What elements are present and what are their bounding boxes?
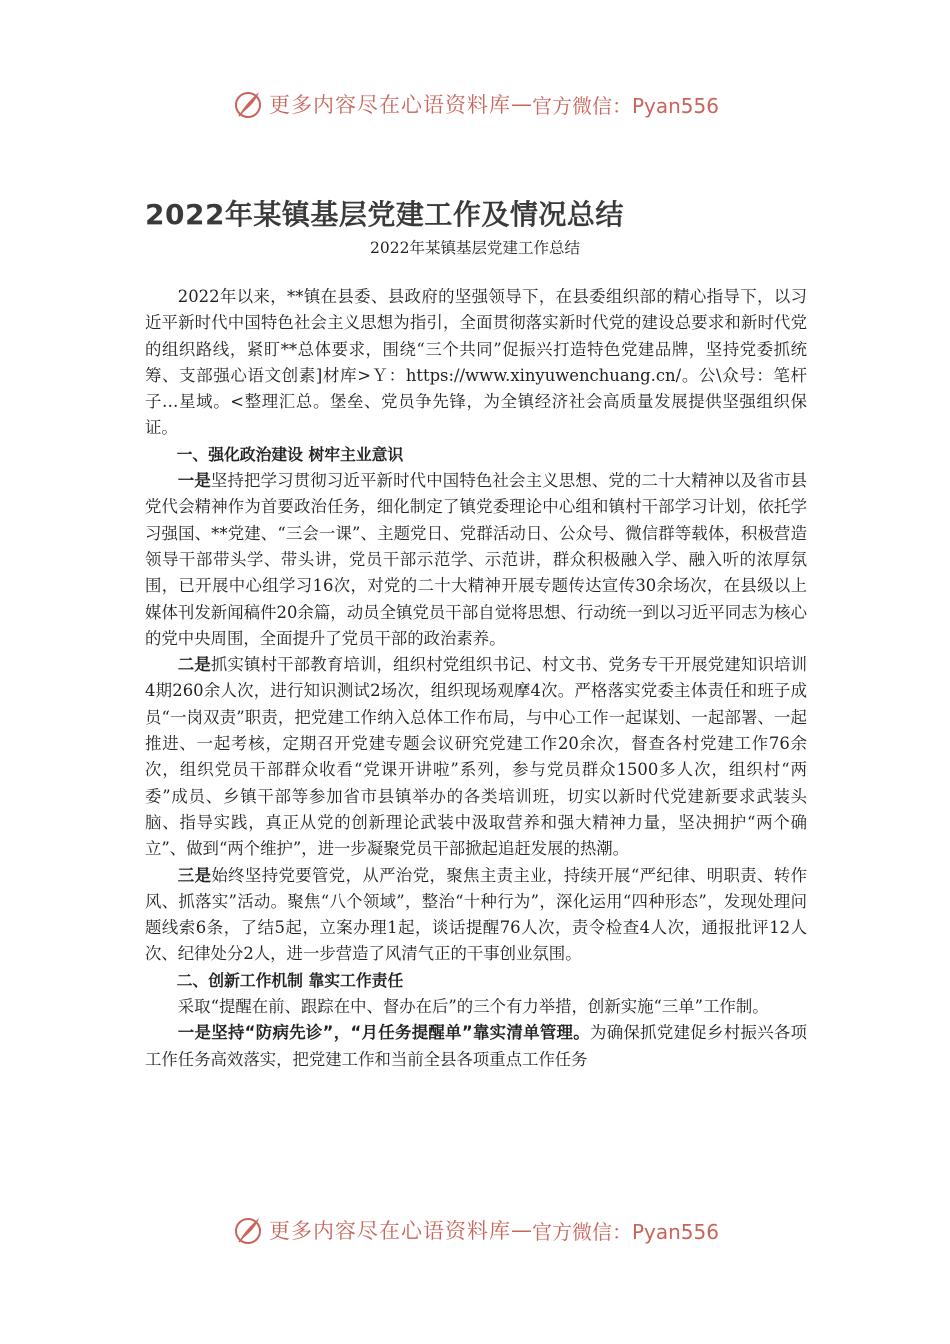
paragraph-lead: 二是 xyxy=(177,655,211,675)
watermark-separator: — xyxy=(510,92,532,116)
watermark-separator: — xyxy=(510,1218,532,1242)
intro-paragraph: 2022年以来，**镇在县委、县政府的坚强领导下，在县委组织部的精心指导下，以习近平新时代中国特色社会主义思想为指引，全面贯彻落实新时代党的建设总要求和新时代党的组织路线，紧盯**总体要求，围绕“三个共同”促振兴打造特色党建品牌，坚持党委抓统筹、支部强心语文创素]材库>Ｙ：https://www.xinyuwenchuang.cn/。公\众号：笔杆子…星域。<整理汇总。堡垒、党员争先锋，为全镇经济社会高质量发展提供坚强组织保证。 xyxy=(145,287,807,438)
section-heading-2: 二、创新工作机制 靠实工作责任 xyxy=(176,970,404,990)
watermark-text: 更多内容尽在心语资料库 xyxy=(268,93,511,117)
body-paragraph-4: 采取“提醒在前、跟踪在中、督办在后”的三个有力举措，创新实施“三单”工作制。 xyxy=(177,997,769,1017)
watermark-wechat: 官方微信：Pyan556 xyxy=(531,1219,719,1244)
body-paragraph-1 xyxy=(145,468,807,652)
document-subtitle: 2022年某镇基层党建工作总结 xyxy=(370,239,580,257)
watermark-text: 更多内容尽在心语资料库 xyxy=(268,1219,511,1243)
watermark-banner-bottom xyxy=(0,1208,950,1252)
quill-logo-icon xyxy=(231,1213,265,1247)
watermark-banner-top xyxy=(0,82,950,126)
document-body xyxy=(145,284,807,1073)
paragraph-text: 为确保抓党建促乡村振兴各项工作任务高效落实，把党建工作和当前全县各项重点工作任务 xyxy=(145,1023,808,1069)
paragraph-text: 始终坚持党要管党，从严治党，聚焦主责主业，持续开展“严纪律、明职责、转作风、抓落实”活动。聚焦“八个领域”，整治“十种行为”，深化运用“四种形态”，发现处理问题线索6条，了结5起，立案办理1起，谈话提醒76人次，责令检查4人次，通报批评12人次、纪律处分2人，进一步营造了风清气正的干事创业氛围。 xyxy=(145,865,807,964)
body-paragraph-2 xyxy=(145,652,807,862)
body-paragraph-3 xyxy=(145,863,807,968)
quill-logo-icon xyxy=(231,87,265,121)
watermark-wechat: 官方微信：Pyan556 xyxy=(531,93,719,118)
section-heading-1: 一、强化政治建设 树牢主业意识 xyxy=(176,444,404,464)
document-title: 2022年某镇基层党建工作及情况总结 xyxy=(145,197,624,231)
paragraph-text: 坚持把学习贯彻习近平新时代中国特色社会主义思想、党的二十大精神以及省市县党代会精神作为首要政治任务，细化制定了镇党委理论中心组和镇村干部学习计划，依托学习强国、**党建、“三会一课”、主题党日、党群活动日、公众号、微信群等载体，积极营造领导干部带头学、带头讲，党员干部示范学、示范讲，群众积极融入学、融入听的浓厚氛围，已开展中心组学习16次，对党的二十大精神开展专题传达宣传30余场次，在县级以上媒体刊发新闻稿件20余篇，动员全镇党员干部自觉将思想、行动统一到以习近平同志为核心的党中央周围，全面提升了党员干部的政治素养。 xyxy=(145,471,807,648)
paragraph-lead: 三是 xyxy=(177,865,212,885)
paragraph-lead: 一是坚持“防病先诊”，“月任务提醒单”靠实清单管理。 xyxy=(177,1023,590,1043)
paragraph-lead: 一是 xyxy=(177,471,211,491)
body-paragraph-5 xyxy=(145,1020,807,1073)
paragraph-text: 抓实镇村干部教育培训，组织村党组织书记、村文书、党务专干开展党建知识培训4期260余人次，进行知识测试2场次，组织现场观摩4次。严格落实党委主体责任和班子成员“一岗双责”职责，把党建工作纳入总体工作布局，与中心工作一起谋划、一起部署、一起推进、一起考核，定期召开党建专题会议研究党建工作20余次，督查各村党建工作76余次，组织党员干部群众收看“党课开讲啦”系列，参与党员群众1500多人次，组织村“两委”成员、乡镇干部等参加省市县镇举办的各类培训班，切实以新时代党建新要求武装头脑、指导实践，真正从党的创新理论武装中汲取营养和强大精神力量，坚决拥护“两个确立”、做到“两个维护”，进一步凝聚党员干部掀起追赶发展的热潮。 xyxy=(145,655,807,859)
